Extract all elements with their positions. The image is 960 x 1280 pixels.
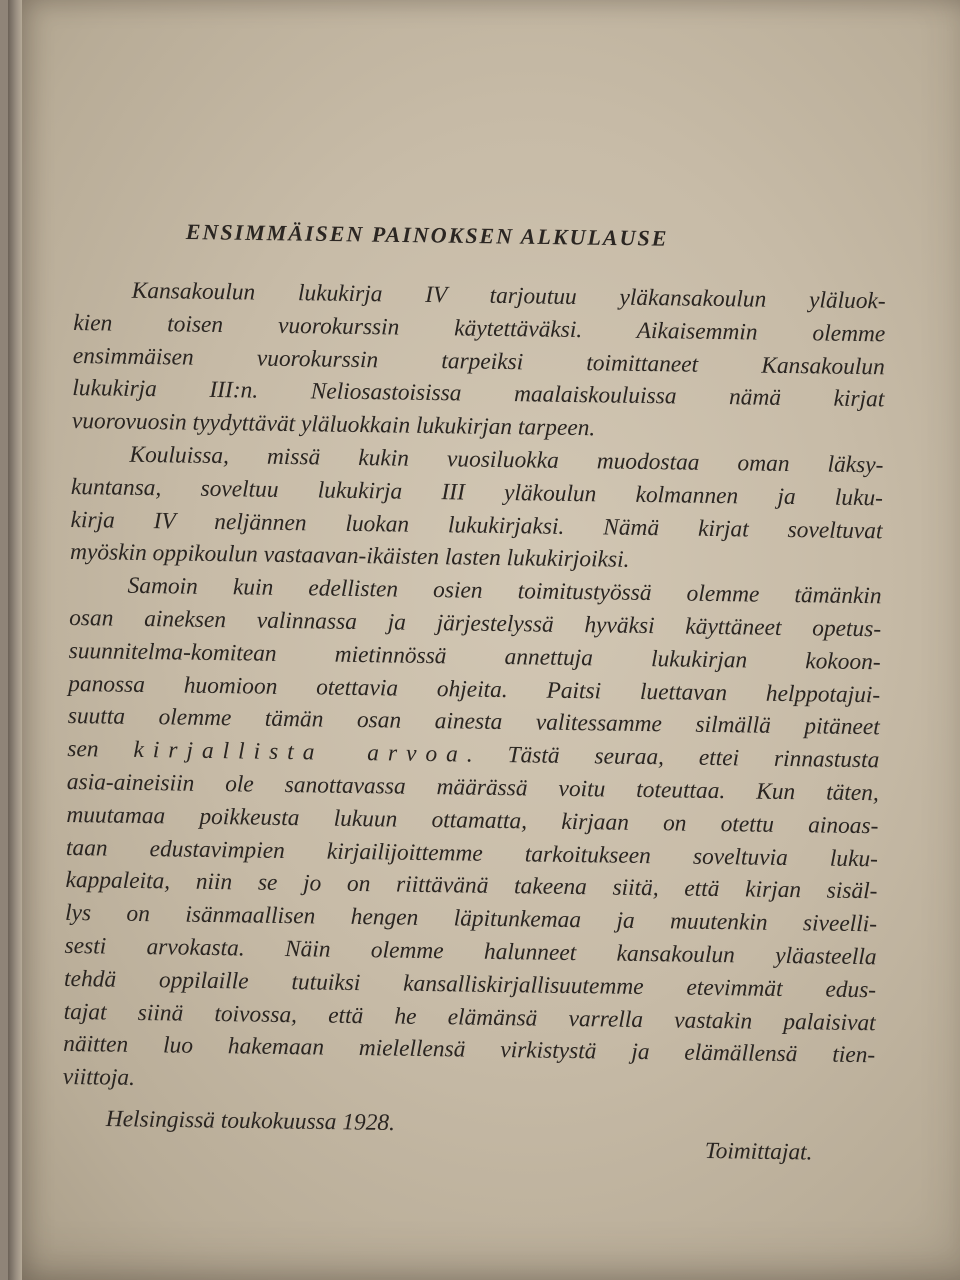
text-line: lys on isänmaallisen hengen läpitunkemaa ja muutenkin siveelli- xyxy=(64,900,878,938)
text-line: näitten luo hakemaan mielellensä virkistystä ja elämällensä tien- xyxy=(63,1031,876,1069)
text-line: panossa huomioon otettavia ohjeita. Paitsi luettavan helppotajui- xyxy=(68,670,881,708)
text-line: Kouluissa, missä kukin vuosiluokka muodostaa oman läksy- xyxy=(129,441,884,479)
text-line: Samoin kuin edellisten osien toimitustyössä olemme tämänkin xyxy=(127,572,882,610)
text-segment: sen xyxy=(67,736,134,764)
text-line: Kansakoulun lukukirja IV tarjoutuu yläkansakoulun yläluok- xyxy=(131,277,886,315)
text-line: tajat siinä toivossa, että he elämänsä varrella vastakin palaisivat xyxy=(63,998,876,1036)
text-line: kien toisen vuorokurssin käytettäväksi. Aikaisemmin olemme xyxy=(73,309,886,348)
text-line: kuntansa, soveltuu lukukirja III yläkoulun kolmannen ja luku- xyxy=(70,473,884,512)
book-page xyxy=(8,0,960,1280)
text-line: taan edustavimpien kirjailijoittemme tarkoitukseen soveltuvia luku- xyxy=(65,834,879,872)
text-line: asia-aineisiin ole sanottavassa määrässä voitu toteuttaa. Kun täten, xyxy=(66,768,880,807)
signature: Toimittajat. xyxy=(704,1138,813,1166)
text-line: tehdä oppilaille tutuiksi kansalliskirjallisuutemme etevimmät edus- xyxy=(63,965,877,1004)
text-line: myöskin oppikoulun vastaavan-ikäisten lasten lukukirjoiksi. xyxy=(69,539,630,574)
text-line: lukukirja III:n. Neliosastoisissa maalaiskouluissa nämä kirjat xyxy=(72,375,885,413)
preface-heading: ENSIMMÄISEN PAINOKSEN ALKULAUSE xyxy=(185,219,669,251)
text-line: sesti arvokasta. Näin olemme halunneet kansakoulun yläasteella xyxy=(64,932,877,971)
spaced-emphasis: kirjallista arvoa xyxy=(133,737,468,768)
text-line: suutta olemme tämän osan ainesta valitessamme silmällä pitäneet xyxy=(67,703,880,741)
text-line: osan aineksen valinnassa ja järjestelyssä hyväksi käyttäneet opetus- xyxy=(69,604,882,643)
text-line: kappaleita, niin se jo on riittävänä takeena siitä, että kirjan sisäl- xyxy=(65,867,878,905)
text-line: viittoja. xyxy=(62,1064,136,1092)
text-line: vuorovuosin tyydyttävät yläluokkain lukukirjan tarpeen. xyxy=(71,408,596,442)
place-date: Helsingissä toukokuussa 1928. xyxy=(105,1106,396,1137)
text-line: suunnitelma-komitean mietinnössä annettuja lukukirjan kokoon- xyxy=(68,637,881,676)
book-spine-edge xyxy=(8,0,22,1280)
text-segment: . Tästä seuraa, ettei rinnastusta xyxy=(466,741,880,774)
text-line: ensimmäisen vuorokurssin tarpeiksi toimittaneet Kansakoulun xyxy=(72,342,885,380)
text-line: muutamaa poikkeusta lukuun ottamatta, kirjaan on otettu ainoas- xyxy=(66,801,879,840)
text-line: kirja IV neljännen luokan lukukirjaksi. Nämä kirjat soveltuvat xyxy=(70,506,883,544)
preface-body xyxy=(63,274,886,1105)
